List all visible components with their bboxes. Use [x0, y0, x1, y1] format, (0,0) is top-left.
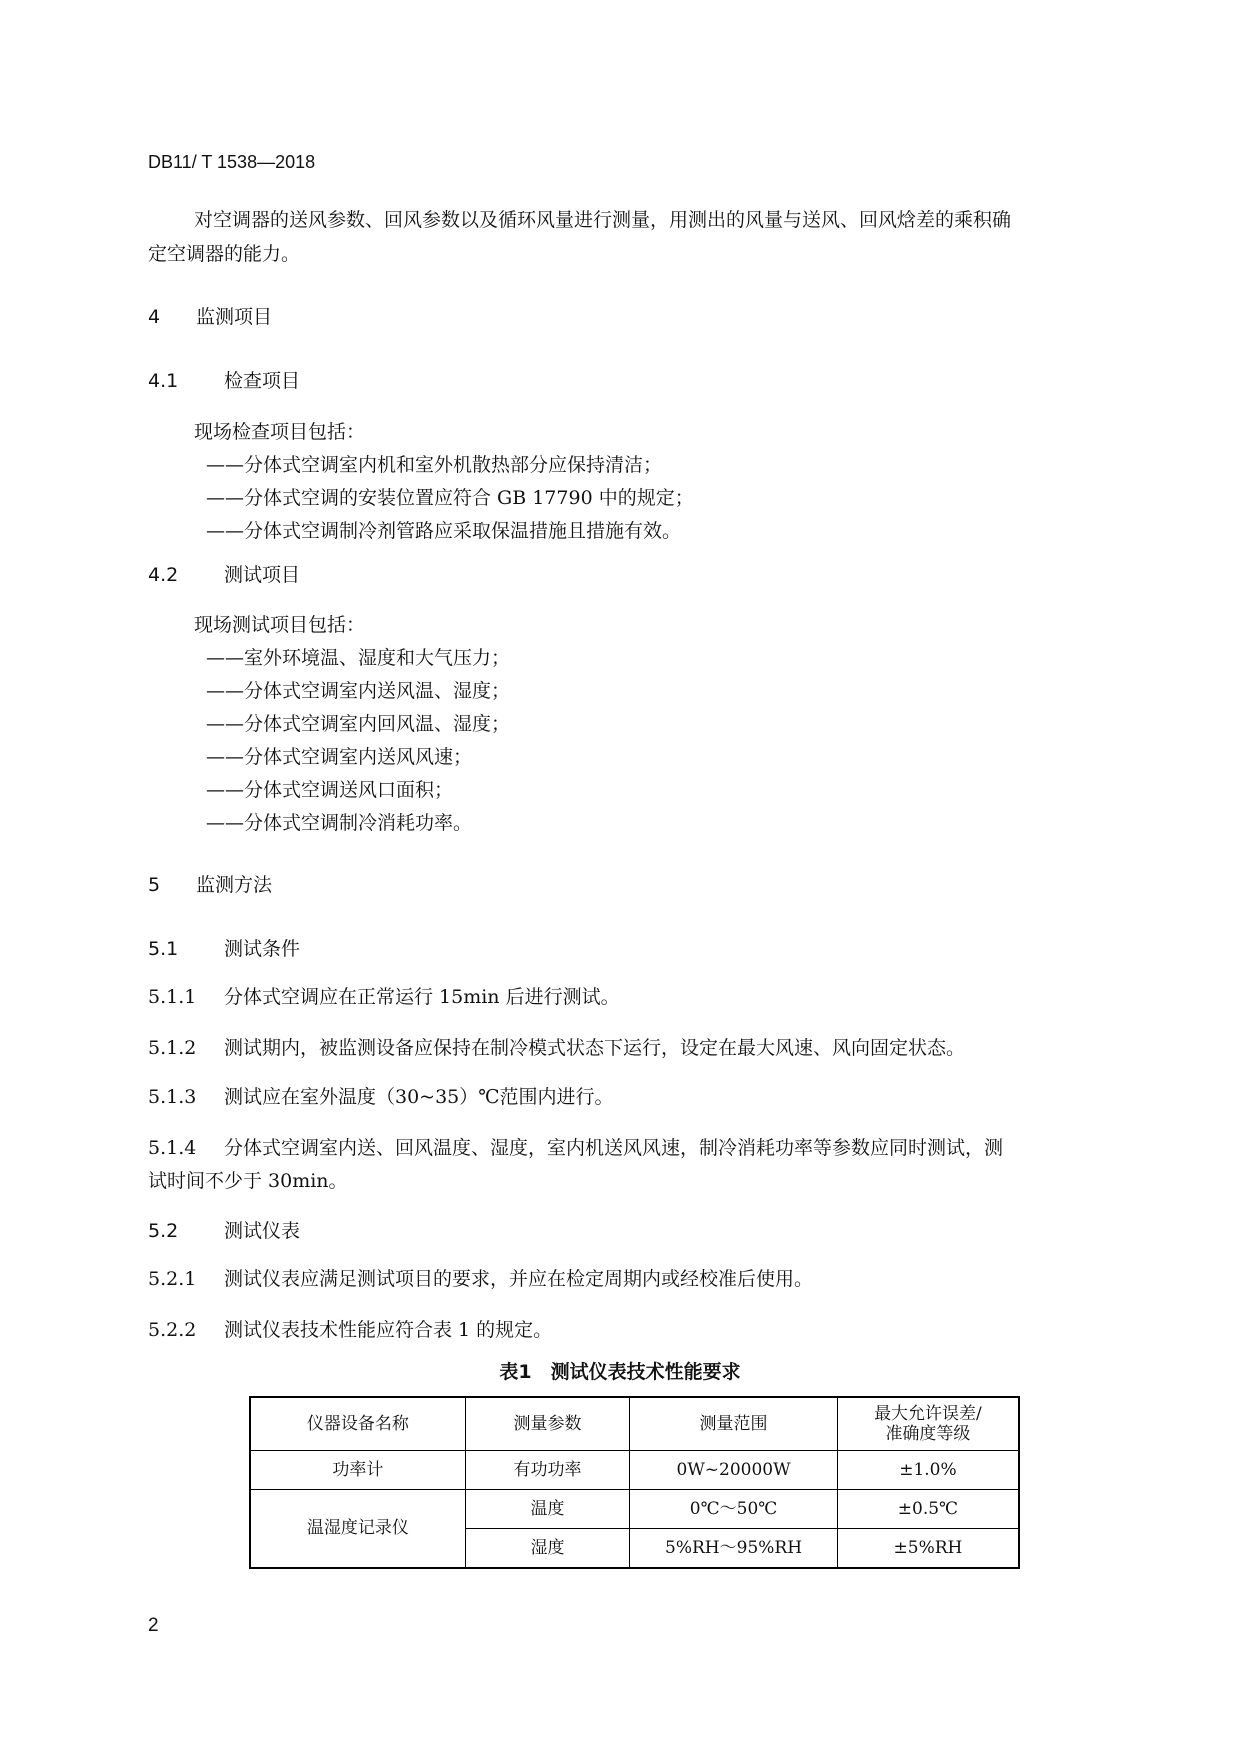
- header-measure-range: 测量范围: [630, 1397, 838, 1451]
- section-4-heading: [148, 302, 272, 329]
- list-item: ——分体式空调室内送风风速；: [206, 746, 473, 768]
- list-item: ——分体式空调送风口面积；: [206, 779, 454, 801]
- list-item: ——分体式空调室内机和室外机散热部分应保持清洁；: [206, 454, 663, 476]
- intro-line-1: 对空调器的送风参数、回风参数以及循环风量进行测量，用测出的风量与送风、回风焓差的乘积确: [194, 209, 1012, 231]
- clause-number: 5.2.1: [148, 1268, 197, 1290]
- cell-param: 温度: [465, 1490, 629, 1529]
- clause-number: 5.1.1: [148, 986, 197, 1008]
- table-row: [250, 1451, 1019, 1490]
- cell-range: 0℃～50℃: [630, 1490, 838, 1529]
- table-row: [250, 1490, 1019, 1529]
- section-4-2-lead: 现场测试项目包括：: [194, 614, 366, 636]
- header-max-error: [837, 1397, 1019, 1451]
- section-5-1-number: 5.1: [148, 938, 179, 960]
- clause-5-2-2: [148, 1315, 552, 1342]
- clause-text: 测试期内，被监测设备应保持在制冷模式状态下运行，设定在最大风速、风向固定状态。: [224, 1037, 966, 1059]
- section-4-2-heading: [148, 560, 300, 587]
- section-4-2-title: 测试项目: [224, 564, 301, 586]
- section-5-heading: [148, 870, 272, 897]
- header-measured-param: 测量参数: [465, 1397, 629, 1451]
- cell-range: 0W~20000W: [630, 1451, 838, 1490]
- instrument-spec-table: [249, 1396, 1020, 1569]
- document-code: DB11/ T 1538—2018: [148, 152, 316, 172]
- section-4-1-number: 4.1: [148, 370, 179, 392]
- header-device-name: 仪器设备名称: [250, 1397, 465, 1451]
- clause-5-1-1: [148, 982, 620, 1009]
- list-item: ——分体式空调室内回风温、湿度；: [206, 713, 511, 735]
- clause-number: 5.1.4: [148, 1137, 197, 1159]
- clause-text: 测试仪表技术性能应符合表 1 的规定。: [224, 1319, 553, 1341]
- clause-number: 5.1.3: [148, 1086, 197, 1108]
- list-item: ——分体式空调的安装位置应符合 GB 17790 中的规定；: [206, 487, 694, 509]
- cell-error: ±5%RH: [837, 1529, 1019, 1569]
- cell-device: 功率计: [250, 1451, 465, 1490]
- clause-number: 5.1.2: [148, 1037, 197, 1059]
- cell-param: 湿度: [465, 1529, 629, 1569]
- clause-text: 测试仪表应满足测试项目的要求，并应在检定周期内或经校准后使用。: [224, 1268, 814, 1290]
- cell-error: ±0.5℃: [837, 1490, 1019, 1529]
- section-5-title: 监测方法: [196, 874, 273, 896]
- section-4-2-number: 4.2: [148, 564, 179, 586]
- clause-text: 测试应在室外温度（30~35）℃范围内进行。: [224, 1086, 614, 1108]
- section-4-1-heading: [148, 366, 300, 393]
- section-5-number: 5: [148, 874, 161, 896]
- header-max-error-line2: 准确度等级: [885, 1424, 971, 1444]
- section-5-2-heading: [148, 1216, 300, 1243]
- clause-5-2-1: [148, 1264, 813, 1291]
- clause-5-1-4: [148, 1133, 1003, 1160]
- table-caption: 表1 测试仪表技术性能要求: [499, 1361, 741, 1383]
- cell-param: 有功功率: [465, 1451, 629, 1490]
- clause-5-1-3: [148, 1082, 614, 1109]
- cell-device: 温湿度记录仪: [250, 1490, 465, 1569]
- section-4-1-lead: 现场检查项目包括：: [194, 421, 366, 443]
- section-5-1-title: 测试条件: [224, 938, 301, 960]
- cell-error: ±1.0%: [837, 1451, 1019, 1490]
- clause-text: 分体式空调应在正常运行 15min 后进行测试。: [224, 986, 620, 1008]
- header-max-error-line1: 最大允许误差/: [874, 1403, 982, 1424]
- section-4-title: 监测项目: [196, 306, 273, 328]
- page-number: 2: [148, 1615, 159, 1636]
- list-item: ——室外环境温、湿度和大气压力；: [206, 647, 511, 669]
- clause-5-1-2: [148, 1033, 965, 1060]
- section-5-1-heading: [148, 934, 300, 961]
- clause-text: 分体式空调室内送、回风温度、湿度，室内机送风风速，制冷消耗功率等参数应同时测试，测: [224, 1137, 1004, 1159]
- list-item: ——分体式空调室内送风温、湿度；: [206, 680, 511, 702]
- cell-range: 5%RH～95%RH: [630, 1529, 838, 1569]
- clause-number: 5.2.2: [148, 1319, 197, 1341]
- section-4-number: 4: [148, 306, 161, 328]
- table-header-row: [250, 1397, 1019, 1451]
- section-5-2-title: 测试仪表: [224, 1220, 301, 1242]
- list-item: ——分体式空调制冷剂管路应采取保温措施且措施有效。: [206, 520, 682, 542]
- intro-line-2: 定空调器的能力。: [148, 243, 301, 265]
- section-5-2-number: 5.2: [148, 1220, 179, 1242]
- section-4-1-title: 检查项目: [224, 370, 301, 392]
- clause-5-1-4-continuation: 试时间不少于 30min。: [148, 1170, 348, 1192]
- list-item: ——分体式空调制冷消耗功率。: [206, 812, 473, 834]
